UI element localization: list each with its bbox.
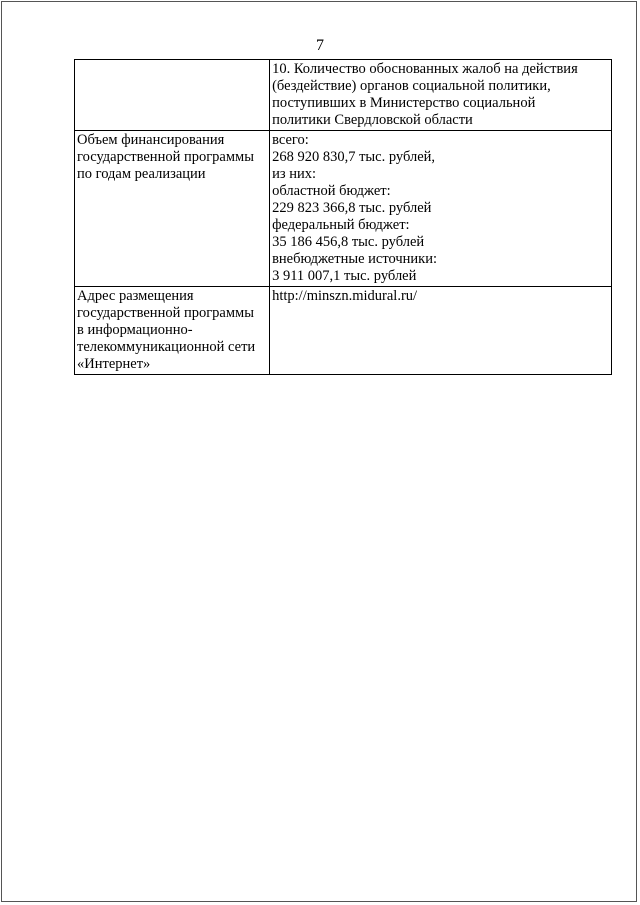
financing-label-line: государственной программы	[77, 149, 254, 165]
extrabudgetary-value: 3 911 007,1 тыс. рублей	[272, 268, 417, 284]
address-value-cell	[270, 287, 612, 375]
address-label-line: государственной программы	[77, 305, 254, 321]
row-1-left-cell	[75, 60, 270, 131]
federal-budget-value: 35 186 456,8 тыс. рублей	[272, 234, 425, 250]
financing-label-line: по годам реализации	[77, 166, 206, 182]
program-passport-table	[74, 59, 612, 375]
regional-budget-value: 229 823 366,8 тыс. рублей	[272, 200, 432, 216]
extrabudgetary-label: внебюджетные источники:	[272, 251, 437, 267]
financing-total-label: всего:	[272, 132, 309, 148]
financing-breakdown-label: из них:	[272, 166, 316, 182]
row-1-right-cell	[270, 60, 612, 131]
address-label-cell	[75, 287, 270, 375]
address-label-line: в информационно-	[77, 322, 193, 338]
table-row-financing	[75, 131, 612, 287]
address-label-line: Адрес размещения	[77, 288, 194, 304]
federal-budget-label: федеральный бюджет:	[272, 217, 410, 233]
financing-value-cell	[270, 131, 612, 287]
table-row-internet-address	[75, 287, 612, 375]
regional-budget-label: областной бюджет:	[272, 183, 391, 199]
table-row-indicator-10	[75, 60, 612, 131]
financing-label-line: Объем финансирования	[77, 132, 225, 148]
page-number: 7	[316, 37, 324, 54]
financing-label-cell	[75, 131, 270, 287]
program-website-link[interactable]: http://minszn.midural.ru/	[272, 288, 418, 304]
indicator-text-line: политики Свердловской области	[272, 112, 473, 128]
indicator-text-line: поступивших в Министерство социальной	[272, 95, 536, 111]
indicator-text-line: 10. Количество обоснованных жалоб на действия	[272, 61, 578, 77]
address-label-line: телекоммуникационной сети	[77, 339, 256, 355]
financing-total-value: 268 920 830,7 тыс. рублей,	[272, 149, 436, 165]
address-label-line: «Интернет»	[77, 356, 151, 372]
indicator-text-line: (бездействие) органов социальной политики,	[272, 78, 551, 94]
